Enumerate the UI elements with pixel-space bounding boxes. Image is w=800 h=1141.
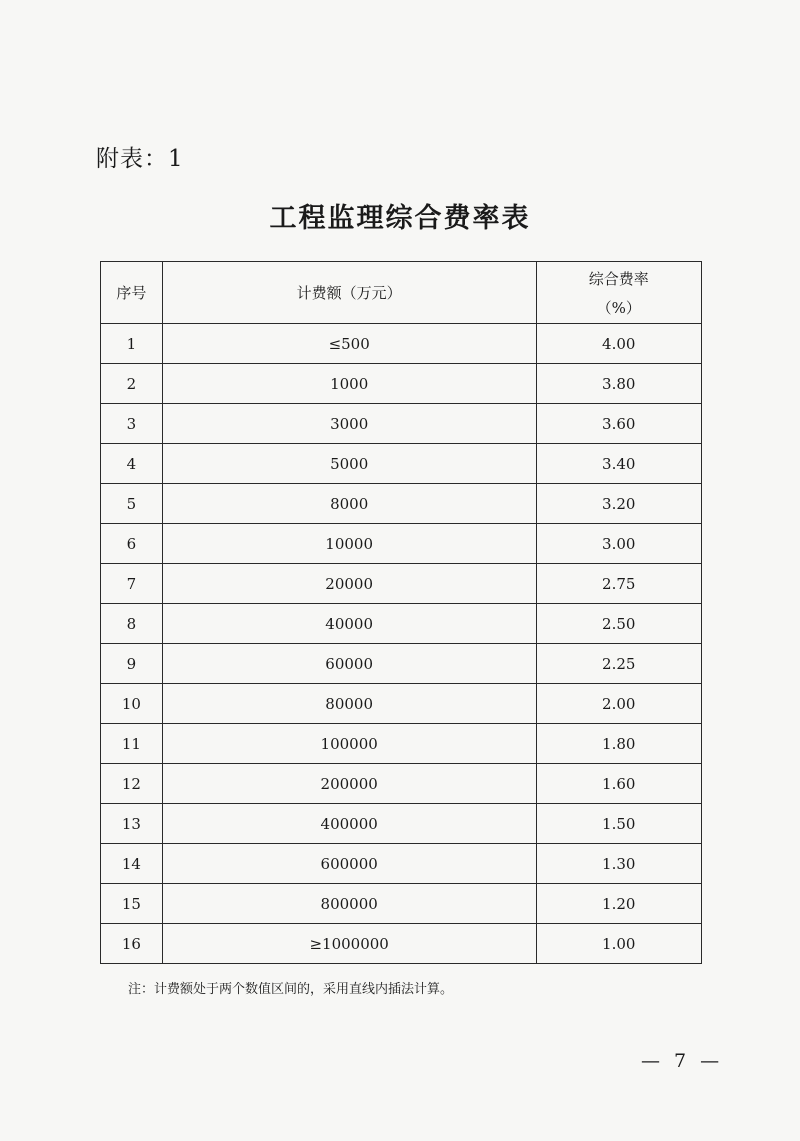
table-row [101,604,702,644]
header-rate-label: 综合费率 [588,269,649,288]
cell-no: 8 [101,604,163,644]
attachment-label: 附表：1 [96,146,184,172]
cell-amount: ≥1000000 [162,924,536,964]
cell-no: 14 [101,844,163,884]
cell-rate: 1.00 [536,924,701,964]
cell-amount: 600000 [162,844,536,884]
header-amount: 计费额（万元） [162,262,536,324]
cell-rate: 2.50 [536,604,701,644]
cell-amount: 3000 [162,404,536,444]
cell-no: 4 [101,444,163,484]
cell-rate: 2.00 [536,684,701,724]
cell-no: 10 [101,684,163,724]
table-row [101,724,702,764]
table-row [101,444,702,484]
cell-rate: 2.75 [536,564,701,604]
cell-amount: 20000 [162,564,536,604]
cell-amount: 80000 [162,684,536,724]
header-no: 序号 [101,262,163,324]
cell-amount: 10000 [162,524,536,564]
cell-amount: 1000 [162,364,536,404]
cell-no: 7 [101,564,163,604]
table-row [101,764,702,804]
cell-rate: 1.20 [536,884,701,924]
table-row [101,524,702,564]
cell-no: 5 [101,484,163,524]
table-row [101,804,702,844]
cell-rate: 3.60 [536,404,701,444]
table-row [101,324,702,364]
table-row [101,644,702,684]
table-row [101,844,702,884]
cell-amount: 40000 [162,604,536,644]
cell-amount: 400000 [162,804,536,844]
cell-rate: 3.80 [536,364,701,404]
cell-no: 16 [101,924,163,964]
cell-rate: 4.00 [536,324,701,364]
cell-no: 12 [101,764,163,804]
cell-rate: 3.00 [536,524,701,564]
cell-amount: ≤500 [162,324,536,364]
cell-amount: 60000 [162,644,536,684]
cell-no: 15 [101,884,163,924]
table-row [101,924,702,964]
cell-no: 3 [101,404,163,444]
cell-rate: 1.60 [536,764,701,804]
header-rate-unit: （%） [596,298,641,317]
header-rate [536,262,701,324]
cell-rate: 3.40 [536,444,701,484]
cell-rate: 1.50 [536,804,701,844]
fee-rate-table [100,261,702,964]
cell-rate: 2.25 [536,644,701,684]
table-body [101,324,702,964]
cell-amount: 100000 [162,724,536,764]
cell-no: 11 [101,724,163,764]
cell-no: 6 [101,524,163,564]
cell-amount: 8000 [162,484,536,524]
cell-rate: 1.80 [536,724,701,764]
cell-amount: 200000 [162,764,536,804]
cell-no: 9 [101,644,163,684]
table-note: 注：计费额处于两个数值区间的，采用直线内插法计算。 [128,982,454,997]
table-row [101,564,702,604]
table-row [101,364,702,404]
table-row [101,404,702,444]
table-row [101,484,702,524]
cell-no: 2 [101,364,163,404]
cell-amount: 5000 [162,444,536,484]
table-row [101,684,702,724]
cell-no: 1 [101,324,163,364]
cell-rate: 1.30 [536,844,701,884]
page-number: — 7 — [641,1050,724,1072]
cell-no: 13 [101,804,163,844]
table-row [101,884,702,924]
document-title: 工程监理综合费率表 [269,203,531,234]
cell-amount: 800000 [162,884,536,924]
table-header-row [101,262,702,324]
cell-rate: 3.20 [536,484,701,524]
